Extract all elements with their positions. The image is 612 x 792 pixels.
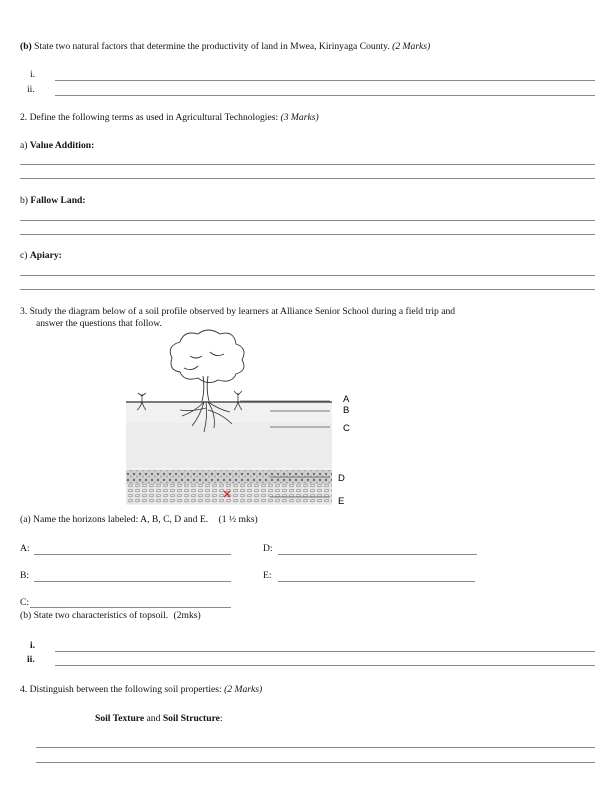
q2a-prompt — [20, 140, 94, 151]
answer-line-b[interactable] — [34, 581, 231, 582]
q1b-item-i: i. — [30, 69, 36, 80]
q2a-label: a) — [20, 140, 28, 151]
q2c-prompt — [20, 250, 62, 261]
q4-term-texture: Soil Texture — [95, 713, 145, 724]
q4-marks: (2 Marks) — [224, 684, 263, 695]
answer-line-d[interactable] — [278, 554, 477, 555]
bedrock-layer — [126, 484, 332, 504]
diagram-label-d: D — [338, 473, 345, 484]
answer-line-c[interactable] — [30, 607, 231, 608]
answer-label-d: D: — [263, 543, 273, 554]
q1b-item-ii: ii. — [27, 84, 35, 95]
q2a-answer-line-2[interactable] — [20, 178, 595, 179]
q4-term-structure: Soil Structure — [162, 713, 220, 724]
q3b-text: (b) State two characteristics of topsoil. — [20, 610, 169, 621]
soil-profile-diagram — [120, 328, 360, 508]
q1b-marks: (2 Marks) — [392, 41, 431, 52]
q3b-marks: (2mks) — [173, 610, 201, 621]
q2-prompt — [20, 112, 319, 123]
q2a-answer-line-1[interactable] — [20, 164, 595, 165]
q4-answer-line-1[interactable] — [36, 747, 595, 748]
q4-subprompt — [95, 713, 223, 724]
q3b-item-ii: ii. — [27, 654, 35, 665]
q2b-prompt — [20, 195, 86, 206]
q1b-prompt — [20, 41, 430, 52]
q2b-answer-line-1[interactable] — [20, 220, 595, 221]
answer-label-c: C: — [20, 597, 30, 608]
diagram-label-b: B — [343, 405, 350, 416]
q2b-term: Fallow Land: — [30, 195, 86, 206]
q4-answer-line-2[interactable] — [36, 762, 595, 763]
q1b-text: State two natural factors that determine the productivity of land in Mwea, Kirinyaga County. — [34, 41, 390, 52]
q1b-label: (b) — [20, 41, 32, 52]
answer-label-e: E: — [263, 570, 272, 581]
q3a-text: (a) Name the horizons labeled: A, B, C, D and E. — [20, 514, 209, 525]
diagram-label-e: E — [338, 496, 345, 507]
q3a-marks: (1 ½ mks) — [218, 514, 258, 525]
q4-text: 4. Distinguish between the following soil properties: — [20, 684, 222, 695]
q2b-answer-line-2[interactable] — [20, 234, 595, 235]
q4-colon: : — [219, 713, 223, 724]
q4-and: and — [146, 713, 161, 724]
q3b-prompt — [20, 610, 201, 621]
diagram-label-a: A — [343, 394, 350, 405]
q3b-answer-line-ii[interactable] — [55, 665, 595, 666]
q2c-term: Apiary: — [29, 250, 62, 261]
q3-prompt-line-1: 3. Study the diagram below of a soil profile observed by learners at Alliance Senior School during a field trip and — [20, 306, 456, 317]
q2c-label: c) — [20, 250, 28, 261]
q2a-term: Value Addition: — [29, 140, 95, 151]
q2-text: 2. Define the following terms as used in Agricultural Technologies: — [20, 112, 279, 123]
q2c-answer-line-2[interactable] — [20, 289, 595, 290]
q1b-answer-line-ii[interactable] — [55, 95, 595, 96]
diagram-label-c: C — [343, 423, 350, 434]
q3-prompt-line-2: answer the questions that follow. — [36, 318, 162, 329]
tree-icon — [170, 330, 244, 401]
q2b-label: b) — [20, 195, 28, 206]
q3b-item-i: i. — [30, 640, 36, 651]
q1b-answer-line-i[interactable] — [55, 80, 595, 81]
answer-line-a[interactable] — [34, 554, 231, 555]
q2-marks: (3 Marks) — [280, 112, 319, 123]
q3b-answer-line-i[interactable] — [55, 651, 595, 652]
answer-label-b: B: — [20, 570, 30, 581]
q2c-answer-line-1[interactable] — [20, 275, 595, 276]
answer-label-a: A: — [20, 543, 30, 554]
q3a-prompt — [20, 514, 258, 525]
answer-line-e[interactable] — [278, 581, 475, 582]
subsoil-zone — [126, 423, 332, 468]
q4-prompt — [20, 684, 262, 695]
